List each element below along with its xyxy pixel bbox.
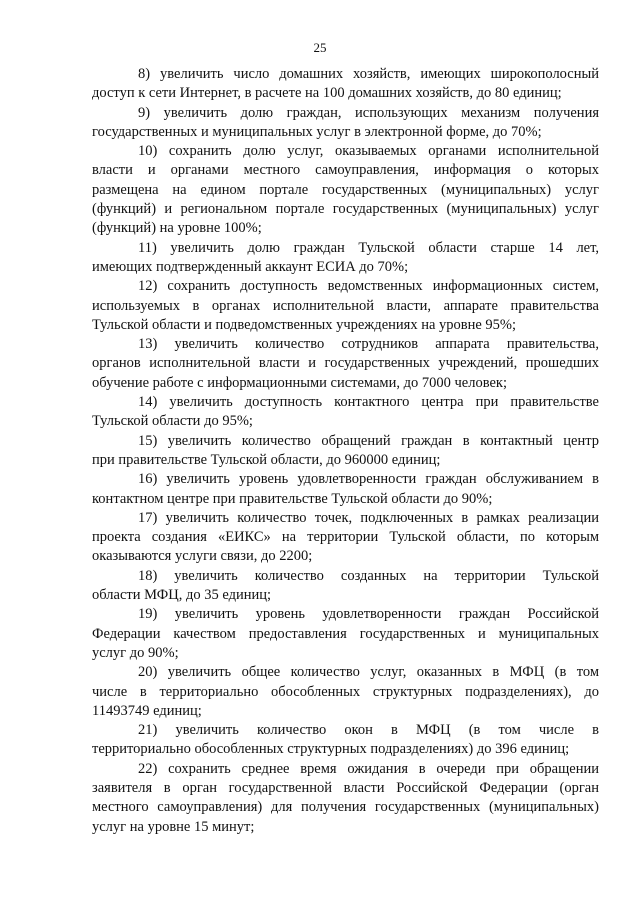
item-line: при правительстве Тульской области, до 960000 единиц;: [92, 451, 441, 468]
item-first-line: 13) увеличить количество сотрудников аппарата правительства,: [138, 336, 599, 353]
item-line: проекта создания «ЕИКС» на территории Тульской области, по которым: [92, 529, 599, 546]
list-item: [92, 605, 599, 663]
item-first-line: 22) сохранить среднее время ожидания в очереди при обращении: [138, 760, 599, 777]
list-item: [92, 432, 599, 471]
item-first-line: 10) сохранить долю услуг, оказываемых органами исполнительной: [138, 143, 599, 160]
list-item: [92, 663, 599, 721]
item-first-line: 18) увеличить количество созданных на территории Тульской: [138, 567, 599, 584]
item-line: Тульской области и подведомственных учреждениях на уровне 95%;: [92, 316, 517, 333]
list-item: [92, 760, 599, 837]
item-line: области МФЦ, до 35 единиц;: [92, 587, 272, 604]
item-line: имеющих подтвержденный аккаунт ЕСИА до 70%;: [92, 258, 409, 275]
item-line: услуг на уровне 15 минут;: [92, 818, 255, 835]
list-item: [92, 142, 599, 238]
item-line: Тульской области до 95%;: [92, 413, 253, 430]
item-first-line: 19) увеличить уровень удовлетворенности граждан Российской: [138, 606, 599, 623]
item-first-line: 16) увеличить уровень удовлетворенности граждан обслуживанием в: [138, 471, 599, 488]
list-item: [92, 721, 599, 760]
item-first-line: 17) увеличить количество точек, подключенных в рамках реализации: [138, 509, 599, 526]
item-line: числе в территориально обособленных структурных подразделениях), до: [92, 683, 599, 700]
list-item: [92, 335, 599, 393]
list-item: [92, 104, 599, 143]
item-first-line: 11) увеличить долю граждан Тульской области старше 14 лет,: [138, 239, 599, 256]
item-first-line: 20) увеличить общее количество услуг, оказанных в МФЦ (в том: [138, 664, 599, 681]
item-first-line: 12) сохранить доступность ведомственных информационных систем,: [138, 278, 599, 295]
document-body: [92, 65, 599, 837]
item-line: власти и органами местного самоуправления, информация о которых: [92, 162, 599, 179]
item-first-line: 15) увеличить количество обращений граждан в контактный центр: [138, 432, 599, 449]
item-first-line: 14) увеличить доступность контактного центра при правительстве: [138, 394, 599, 411]
item-line: (функций) и региональном портале государственных (муниципальных) услуг: [92, 201, 599, 218]
item-line: доступ к сети Интернет, в расчете на 100 домашних хозяйств, до 80 единиц;: [92, 85, 562, 102]
item-first-line: 9) увеличить долю граждан, использующих механизм получения: [138, 104, 599, 121]
list-item: [92, 393, 599, 432]
item-first-line: 21) увеличить количество окон в МФЦ (в том числе в: [138, 722, 599, 739]
item-line: используемых в органах исполнительной власти, аппарате правительства: [92, 297, 599, 314]
item-line: контактном центре при правительстве Тульской области до 90%;: [92, 490, 493, 507]
item-line: Федерации качеством предоставления государственных и муниципальных: [92, 625, 599, 642]
item-line: размещена на едином портале государственных (муниципальных) услуг: [92, 181, 599, 198]
item-line: органов исполнительной власти и государственных учреждений, прошедших: [92, 355, 599, 372]
item-line: оказываются услуги связи, до 2200;: [92, 548, 313, 565]
list-item: [92, 239, 599, 278]
item-line: 11493749 единиц;: [92, 702, 202, 719]
list-item: [92, 567, 599, 606]
item-line: территориально обособленных структурных подразделениях) до 396 единиц;: [92, 741, 570, 758]
item-line: (функций) на уровне 100%;: [92, 220, 262, 237]
item-line: местного самоуправления) для получения государственных (муниципальных): [92, 799, 599, 816]
list-item: [92, 509, 599, 567]
item-line: заявителя в орган государственной власти Российской Федерации (орган: [92, 779, 599, 796]
item-first-line: 8) увеличить число домашних хозяйств, имеющих широкополосный: [138, 66, 599, 82]
item-line: услуг до 90%;: [92, 644, 179, 661]
list-item: [92, 277, 599, 335]
item-line: государственных и муниципальных услуг в электронной форме, до 70%;: [92, 123, 542, 140]
item-line: обучение работе с информационными системами, до 7000 человек;: [92, 374, 507, 391]
list-item: [92, 470, 599, 509]
page-number: 25: [313, 40, 327, 55]
list-item: [92, 65, 599, 104]
